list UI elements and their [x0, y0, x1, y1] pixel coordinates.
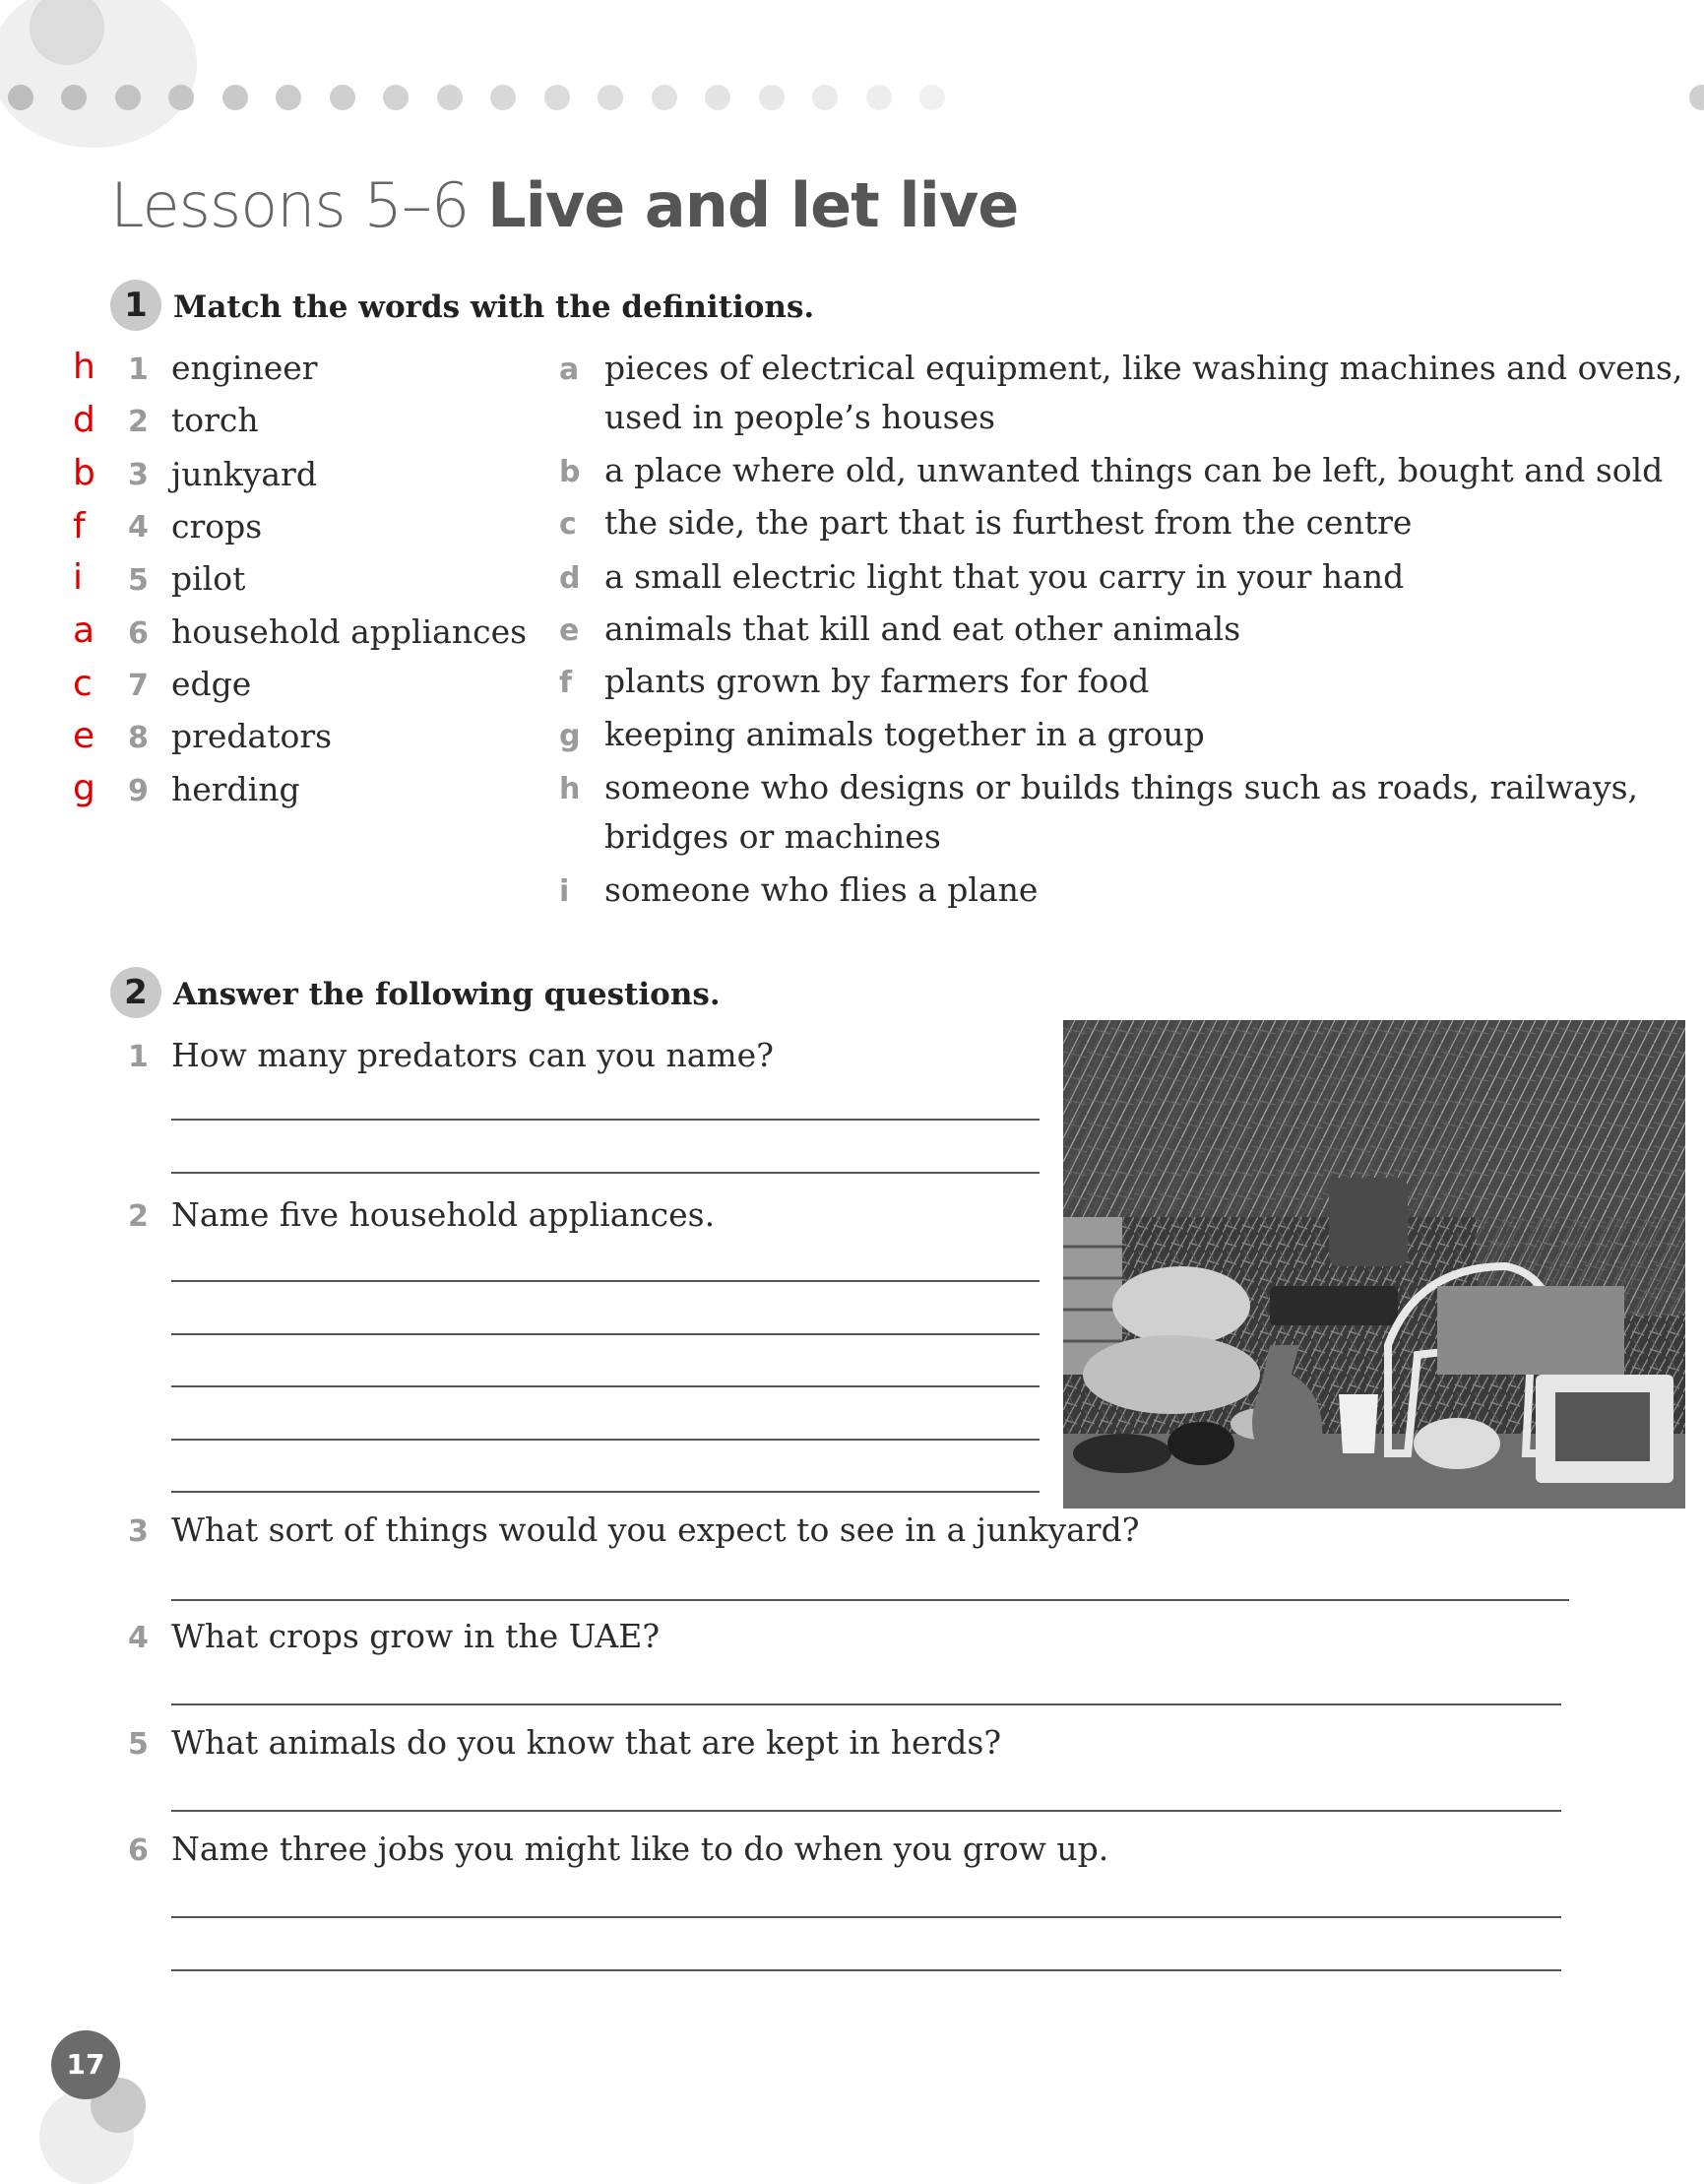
- question-number: 4: [128, 1621, 149, 1655]
- exercise-instruction: Match the words with the definitions.: [173, 289, 815, 325]
- answer-line[interactable]: [171, 1599, 1569, 1601]
- definition-letter: e: [559, 613, 580, 648]
- question-number: 1: [128, 1040, 149, 1074]
- exercise-number-badge: 2: [110, 967, 161, 1018]
- handwritten-answer: i: [73, 557, 84, 598]
- handwritten-answer: h: [73, 347, 95, 387]
- definition-text-continued: bridges or machines: [604, 817, 941, 856]
- definition-letter: f: [559, 666, 573, 700]
- answer-line[interactable]: [171, 1119, 1040, 1121]
- page-number: 17: [51, 2030, 120, 2099]
- junkyard-photo: [1063, 1020, 1685, 1509]
- item-number: 6: [128, 616, 149, 651]
- answer-line[interactable]: [171, 1172, 1040, 1174]
- definition-text: someone who designs or builds things such as roads, railways,: [604, 768, 1639, 806]
- handwritten-answer: c: [73, 664, 93, 704]
- definition-letter: b: [559, 455, 581, 489]
- question-text: What animals do you know that are kept in herds?: [171, 1723, 1002, 1762]
- word: crops: [171, 507, 263, 546]
- word: household appliances: [171, 612, 528, 651]
- definition-text: someone who flies a plane: [604, 870, 1039, 909]
- question-text: What sort of things would you expect to see in a junkyard?: [171, 1510, 1140, 1549]
- question-text: Name three jobs you might like to do when you grow up.: [171, 1830, 1109, 1868]
- answer-line[interactable]: [171, 1810, 1561, 1812]
- answer-line[interactable]: [171, 1439, 1040, 1441]
- item-number: 3: [128, 458, 149, 492]
- answer-line[interactable]: [171, 1969, 1561, 1971]
- item-number: 1: [128, 353, 149, 387]
- question-number: 5: [128, 1727, 149, 1762]
- answer-line[interactable]: [171, 1280, 1040, 1282]
- exercise-number-badge: 1: [110, 280, 161, 331]
- item-number: 9: [128, 774, 149, 808]
- item-number: 8: [128, 721, 149, 755]
- question-text: Name five household appliances.: [171, 1195, 716, 1234]
- question-text: How many predators can you name?: [171, 1036, 774, 1074]
- definition-letter: a: [559, 353, 580, 387]
- item-number: 4: [128, 510, 149, 545]
- item-number: 7: [128, 669, 149, 703]
- definition-text: animals that kill and eat other animals: [604, 610, 1241, 648]
- handwritten-answer: d: [73, 400, 95, 440]
- definition-text: the side, the part that is furthest from the centre: [604, 503, 1413, 542]
- word: herding: [171, 770, 300, 808]
- question-number: 2: [128, 1199, 149, 1234]
- question-number: 3: [128, 1514, 149, 1549]
- definition-text: keeping animals together in a group: [604, 715, 1205, 753]
- handwritten-answer: e: [73, 716, 95, 756]
- word: junkyard: [171, 455, 317, 493]
- handwritten-answer: a: [73, 610, 95, 651]
- handwritten-answer: b: [73, 453, 95, 493]
- answer-line[interactable]: [171, 1916, 1561, 1918]
- definition-letter: d: [559, 561, 581, 596]
- exercise-instruction: Answer the following questions.: [173, 977, 721, 1012]
- item-number: 5: [128, 563, 149, 598]
- word: engineer: [171, 349, 318, 387]
- definition-letter: c: [559, 507, 577, 542]
- definition-letter: h: [559, 772, 581, 806]
- item-number: 2: [128, 405, 149, 439]
- definition-text-continued: used in people’s houses: [604, 398, 996, 436]
- answer-line[interactable]: [171, 1703, 1561, 1705]
- page-title: Lessons 5–6 Live and let live: [110, 169, 1019, 241]
- word: pilot: [171, 559, 246, 598]
- word: torch: [171, 401, 259, 439]
- answer-line[interactable]: [171, 1333, 1040, 1335]
- handwritten-answer: f: [73, 506, 86, 546]
- answer-line[interactable]: [171, 1491, 1040, 1493]
- question-text: What crops grow in the UAE?: [171, 1617, 661, 1655]
- definition-letter: g: [559, 719, 581, 753]
- definition-text: a small electric light that you carry in your hand: [604, 557, 1405, 596]
- word: predators: [171, 717, 333, 755]
- definition-text: pieces of electrical equipment, like washing machines and ovens,: [604, 349, 1683, 387]
- handwritten-answer: g: [73, 768, 95, 808]
- definition-text: plants grown by farmers for food: [604, 662, 1150, 700]
- answer-line[interactable]: [171, 1385, 1040, 1387]
- question-number: 6: [128, 1833, 149, 1868]
- definition-text: a place where old, unwanted things can be left, bought and sold: [604, 451, 1664, 489]
- word: edge: [171, 665, 252, 703]
- definition-letter: i: [559, 874, 570, 909]
